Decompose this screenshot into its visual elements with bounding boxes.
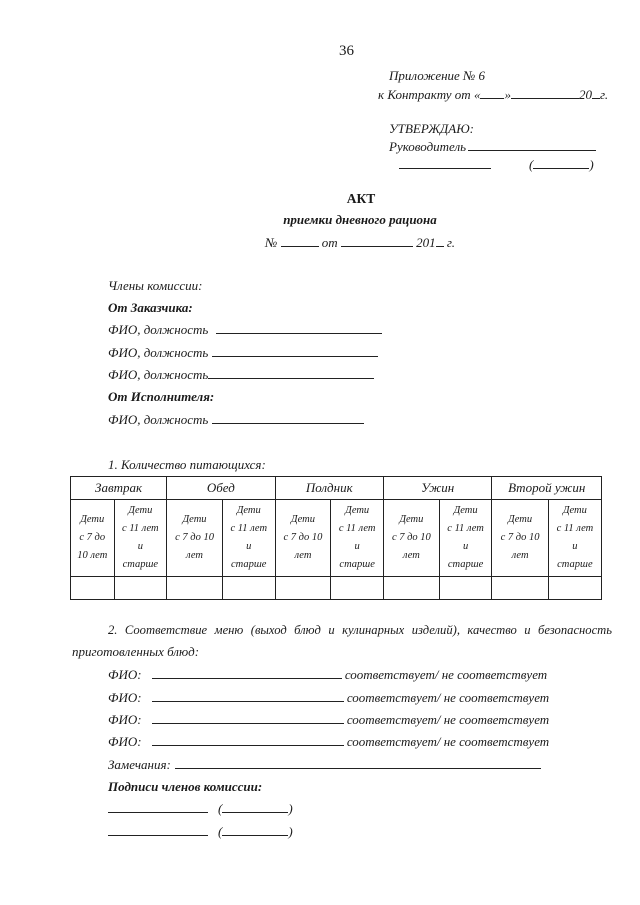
fio-blank [152, 700, 344, 702]
age-group-old: Дети с 11 лет и старше [222, 500, 275, 577]
fio-position-blank [212, 355, 378, 357]
fio-position-label: ФИО, должность [108, 412, 209, 427]
approval-head-blank [468, 149, 596, 151]
fio-label: ФИО: [108, 734, 142, 749]
age-group-old: Дети с 11 лет и старше [331, 500, 384, 577]
meal-lunch-header: Обед [167, 477, 275, 500]
commission-executor-label: От Исполнителя: [108, 389, 215, 404]
page-number: 36 [339, 43, 354, 59]
name-blank [222, 834, 288, 836]
count-cell [275, 577, 331, 600]
fio-label: ФИО: [108, 712, 142, 727]
approval-name-blank [533, 167, 589, 169]
contract-month-blank [511, 97, 579, 99]
meal-breakfast-header: Завтрак [71, 477, 167, 500]
compliance-text: соответствует/ не соответствует [346, 734, 550, 749]
count-cell [439, 577, 492, 600]
section1-title: 1. Количество питающихся: [108, 457, 266, 472]
fio-position-label: ФИО, должность [108, 322, 209, 337]
act-year-blank [436, 245, 444, 247]
fio-position-blank [208, 377, 374, 379]
act-date-blank [341, 245, 413, 247]
name-blank [222, 811, 288, 813]
customer-member-3 [108, 367, 374, 383]
meal-dinner-header: Ужин [383, 477, 491, 500]
quality-row-4 [108, 734, 549, 750]
customer-member-1 [108, 322, 382, 338]
count-cell [167, 577, 223, 600]
fio-label: ФИО: [108, 690, 142, 705]
approval-paren-close: ) [589, 157, 594, 172]
appendix-title: Приложение № 6 [389, 68, 486, 83]
fio-position-blank [216, 332, 382, 334]
commission-members-label: Члены комиссии: [108, 278, 203, 293]
executor-member-1 [108, 412, 364, 428]
act-number-line [265, 235, 455, 251]
section2-title-line1: 2. Соответствие меню (выход блюд и кулинарных изделий), качество и безопасность [108, 623, 612, 637]
section2-title-line2: приготовленных блюд: [72, 644, 200, 659]
approval-signature-blank [399, 167, 491, 169]
act-year: 201 [416, 235, 436, 250]
signatures-label: Подписи членов комиссии: [108, 779, 263, 794]
fio-blank [152, 677, 342, 679]
age-group-young: Дети с 7 до 10 лет [275, 500, 331, 577]
paren-open: ( [218, 824, 223, 839]
fio-blank [152, 744, 344, 746]
paren-close: ) [288, 824, 293, 839]
approval-head-label: Руководитель [389, 139, 467, 154]
age-group-row [71, 500, 602, 577]
age-group-young: Дети с 7 до 10 лет [492, 500, 548, 577]
remarks-label: Замечания: [108, 757, 171, 772]
count-cell [331, 577, 384, 600]
signature-blank [108, 811, 208, 813]
remarks-blank [175, 767, 541, 769]
compliance-text: соответствует/ не соответствует [346, 690, 550, 705]
remarks-line [108, 757, 541, 773]
compliance-text: соответствует/ не соответствует [344, 667, 548, 682]
age-group-young: Дети с 7 до 10 лет [167, 500, 223, 577]
meals-header-row [71, 477, 602, 500]
count-entry-row [71, 577, 602, 600]
signature-line-2 [108, 824, 293, 840]
quality-row-3 [108, 712, 549, 728]
paren-close: ) [288, 801, 293, 816]
quality-row-1 [108, 667, 547, 683]
contract-year: 20 [578, 87, 592, 102]
meals-count-table [70, 476, 602, 600]
contract-day-blank [480, 97, 504, 99]
fio-blank [152, 722, 344, 724]
act-year-suffix: г. [446, 235, 456, 250]
fio-position-label: ФИО, должность [108, 345, 209, 360]
count-cell [114, 577, 167, 600]
act-number-prefix: № [265, 235, 278, 250]
fio-position-label: ФИО, должность [108, 367, 209, 382]
quality-row-2 [108, 690, 549, 706]
customer-member-2 [108, 345, 378, 361]
compliance-text: соответствует/ не соответствует [346, 712, 550, 727]
count-cell [548, 577, 601, 600]
paren-open: ( [218, 801, 223, 816]
contract-prefix: к Контракту от « [378, 87, 481, 102]
approval-paren-open: ( [529, 157, 534, 172]
contract-quote-close: » [504, 87, 511, 102]
age-group-young: Дети с 7 до 10 лет [71, 500, 115, 577]
act-title: АКТ [346, 191, 376, 206]
act-subtitle: приемки дневного рациона [283, 212, 437, 227]
signature-blank [108, 834, 208, 836]
act-number-from: от [321, 235, 338, 250]
count-cell [222, 577, 275, 600]
commission-customer-label: От Заказчика: [108, 300, 193, 315]
contract-year-suffix: г. [599, 87, 609, 102]
meal-snack-header: Полдник [275, 477, 383, 500]
contract-year-blank [592, 97, 600, 99]
approval-signature-line [399, 157, 594, 173]
age-group-old: Дети с 11 лет и старше [548, 500, 601, 577]
meal-second-dinner-header: Второй ужин [492, 477, 602, 500]
signature-line-1 [108, 801, 293, 817]
age-group-old: Дети с 11 лет и старше [114, 500, 167, 577]
fio-position-blank [212, 422, 364, 424]
count-cell [492, 577, 548, 600]
age-group-young: Дети с 7 до 10 лет [383, 500, 439, 577]
appendix-contract-line [378, 87, 608, 103]
approval-head-line [389, 139, 596, 155]
age-group-old: Дети с 11 лет и старше [439, 500, 492, 577]
fio-label: ФИО: [108, 667, 142, 682]
approval-title: УТВЕРЖДАЮ: [389, 121, 474, 136]
count-cell [71, 577, 115, 600]
count-cell [383, 577, 439, 600]
act-number-blank [281, 245, 319, 247]
